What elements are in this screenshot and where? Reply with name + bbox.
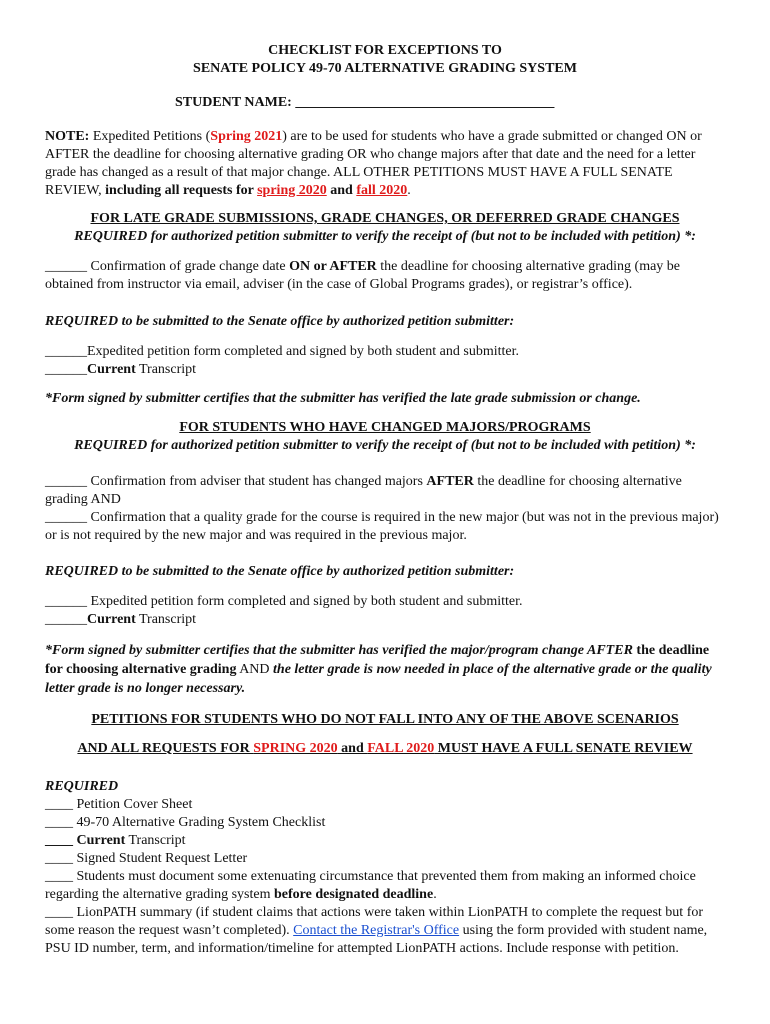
student-name-label: STUDENT NAME: [175,95,296,110]
section3-header-2 [45,740,725,758]
section1-item-1 [45,258,725,294]
item-text: Students must document some extenuating circumstance that prevented them from making an informed choice regarding the alternative grading system [45,869,696,902]
item-text: Transcript [135,362,197,377]
checkbox-blank: ____ [45,815,73,830]
item-text: the deadline for choosing alternative grading (may be obtained from instructor via email, adviser (in the case of Global Programs grades), or registrar’s office). [45,259,681,292]
footnote-part: AND [236,662,274,677]
item-text: Confirmation of grade change date [87,259,290,274]
note-end: . [407,183,411,198]
checkbox-blank: ______ [45,612,87,627]
item-bold: before designated deadline [273,887,434,902]
checkbox-blank: ____ [45,851,73,866]
item-bold: ON or AFTER [289,259,377,274]
section2-item-2 [45,509,725,545]
note-text-2: ) are to be used for students who have a grade submitted or changed ON or AFTER the deadline for choosing alternative grading OR who change majors after that date and the need for a letter grade has changed as a result of that major change. ALL OTHER PETITIONS MUST HAVE A FULL SENATE REVIEW, [45,129,702,198]
item-text: LionPATH summary (if student claims that actions were taken within LionPATH to complete the request but for some reason the request wasn’t completed). [45,905,704,938]
student-name-blank: _____________________________________ [295,95,555,110]
checkbox-blank: ____ [45,869,73,884]
item-bold: Current [87,362,136,377]
section3-item-2 [45,814,725,832]
header-part: AND ALL REQUESTS FOR [77,741,254,756]
section2-required-submit: REQUIRED to be submitted to the Senate office by authorized petition submitter: [45,564,515,579]
footnote-part: the letter grade is now needed in place of the alternative grade or the quality letter grade is no longer necessary. [45,662,712,696]
note-paragraph [45,128,725,200]
title-line-1: CHECKLIST FOR EXCEPTIONS TO [268,43,502,58]
checkbox-blank: ______ [45,259,87,274]
checkbox-blank: ____ [45,797,73,812]
checkbox-blank: ______ [45,362,87,377]
item-bold: AFTER [426,474,474,489]
section2-footnote [45,641,725,698]
section3-item-5 [45,868,725,904]
header-part: MUST HAVE A FULL SENATE REVIEW [434,741,693,756]
section2-required-verify: REQUIRED for authorized petition submitter to verify the receipt of (but not to be included with petition) *: [74,438,696,453]
item-text: Transcript [125,833,186,848]
item-text: Expedited petition form completed and signed by both student and submitter. [87,594,523,609]
item-text: Petition Cover Sheet [73,797,193,812]
section1-header: FOR LATE GRADE SUBMISSIONS, GRADE CHANGES, OR DEFERRED GRADE CHANGES [90,211,680,226]
section3-item-1 [45,796,725,814]
section1-item-3 [45,361,725,379]
header-term-fall-2020: FALL 2020 [367,741,435,756]
section3-required: REQUIRED [45,779,119,794]
note-label: NOTE: [45,129,90,144]
item-text: the deadline for choosing alternative grading AND [45,474,682,507]
item-text: 49-70 Alternative Grading System Checklist [73,815,326,830]
note-text-1: Expedited Petitions ( [89,129,211,144]
section2-header: FOR STUDENTS WHO HAVE CHANGED MAJORS/PROGRAMS [179,420,591,435]
item-text: using the form provided with student name, PSU ID number, term, and information/timeline for attempted LionPATH actions. Include response with petition. [45,923,708,956]
note-term-spring-2020: spring 2020 [257,183,327,198]
section3-item-3 [45,832,725,850]
item-text: Signed Student Request Letter [73,851,248,866]
item-text: Confirmation from adviser that student has changed majors [87,474,427,489]
note-bold-text: including all requests for [105,183,258,198]
item-text: Transcript [135,612,197,627]
item-bold: Current [87,612,136,627]
student-name-line [45,94,725,112]
checkbox-blank: ______ [45,594,87,609]
checkbox-blank: ____ [45,905,73,920]
note-term-spring-2021: Spring 2021 [210,129,283,144]
item-bold: Current [73,833,126,848]
section2-item-1 [45,473,725,509]
section2-item-3 [45,593,725,611]
section1-footnote: *Form signed by submitter certifies that the submitter has verified the late grade submission or change. [45,391,641,406]
checkbox-blank: ______ [45,510,87,525]
header-part: and [337,741,368,756]
section3-header-1: PETITIONS FOR STUDENTS WHO DO NOT FALL INTO ANY OF THE ABOVE SCENARIOS [91,712,679,727]
contact-registrar-link[interactable]: Contact the Registrar's Office [293,923,460,938]
item-text: Confirmation that a quality grade for the course is required in the new major (but was not in the previous major) or is not required by the new major and was required in the previous major. [45,510,719,543]
section2-item-4 [45,611,725,629]
document-page [45,42,725,958]
footnote-part: the deadline for choosing alternative grading [45,643,710,677]
item-text: . [433,887,437,902]
item-text: Expedited petition form completed and signed by both student and submitter. [87,344,519,359]
section1-required-submit: REQUIRED to be submitted to the Senate office by authorized petition submitter: [45,314,515,329]
footnote-part: *Form signed by submitter certifies that the submitter has verified the major/program change AFTER [45,643,633,658]
section3-item-6 [45,904,725,958]
note-term-fall-2020: fall 2020 [356,183,408,198]
checkbox-blank: ______ [45,474,87,489]
section3-item-4 [45,850,725,868]
header-term-spring-2020: SPRING 2020 [253,741,338,756]
note-and: and [326,183,357,198]
checkbox-blank: ______ [45,344,87,359]
section1-required-verify: REQUIRED for authorized petition submitter to verify the receipt of (but not to be included with petition) *: [74,229,696,244]
checkbox-blank: ____ [45,833,73,848]
title-line-2: SENATE POLICY 49-70 ALTERNATIVE GRADING SYSTEM [193,61,577,76]
section1-item-2 [45,343,725,361]
